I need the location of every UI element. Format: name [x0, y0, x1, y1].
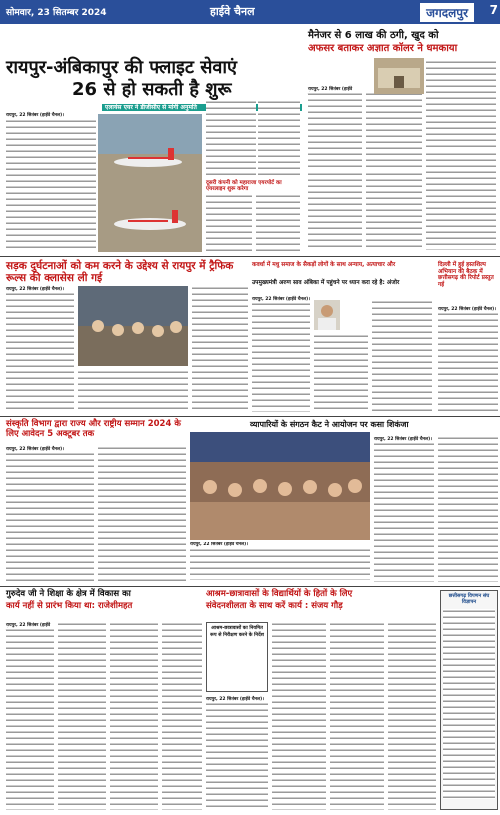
- flight-col-3: [258, 100, 300, 178]
- divider-1: [0, 256, 500, 257]
- cow-headline-1b: कवर्धा में मधु समाज के सैकड़ों लोगों के साथ अन्याय, अत्याचार और: [252, 262, 396, 268]
- manager-col-6: [426, 152, 496, 250]
- culture-col-1: [6, 452, 94, 582]
- ad-title: छत्तीसगढ़ विपणन संघ विज्ञापन: [448, 593, 490, 605]
- cow-byline: रायपुर, 22 सितंबर (हाईवे चैनल)।: [252, 297, 310, 302]
- guru-col-1: [6, 628, 54, 810]
- manager-col-2: [366, 92, 422, 168]
- traffic-col-2: [192, 286, 248, 412]
- traffic-class-photo: [78, 286, 188, 366]
- guru-col-4: [162, 622, 202, 810]
- government-ad: [440, 590, 498, 810]
- divider-2: [0, 416, 500, 417]
- culture-col-2: [98, 446, 186, 582]
- delhi-byline: रायपुर, 22 सितंबर (हाईवे चैनल)।: [438, 307, 496, 312]
- ashram-headline-2: संवेदनशीलता के साथ करें कार्य : संजय गौड़: [206, 601, 343, 611]
- cow-col-2: [314, 334, 368, 412]
- manager-byline: रायपुर, 22 सितंबर (हाईवे: [308, 87, 353, 92]
- manager-col-4: [308, 172, 362, 250]
- traders-headline: व्यापारियों के संगठन कैट ने आयोजन पर कसा शिकंजा: [250, 420, 409, 429]
- cow-col-1: [252, 302, 310, 412]
- guru-col-3: [110, 622, 158, 810]
- traders-col-2: [438, 436, 498, 582]
- traffic-col-3: [78, 370, 188, 412]
- flight-col-5: [256, 194, 300, 252]
- flight-col-1: [6, 119, 96, 252]
- traffic-byline: रायपुर, 22 सितंबर (हाईवे चैनल)।: [6, 287, 64, 292]
- divider-3: [0, 586, 500, 587]
- delhi-headline: दिल्ली में हुई हस्तशिल्प अभियान की बैठक में छत्तीसगढ़ की रिपोर्ट प्रस्तुत गई: [438, 262, 494, 288]
- airplane-photo: [98, 114, 202, 252]
- culture-photo-caption: रायपुर, 22 सितंबर (हाईवे चैनल)।: [190, 542, 370, 582]
- edition-city: जगदलपुर: [420, 3, 474, 22]
- traffic-headline: सड़क दुर्घटनाओं को कम करने के उद्देश्य से रायपुर में ट्रैफिक रूल्स की क्लासेस ली गई: [6, 260, 234, 285]
- ashram-box-title: आश्रम-छात्रावासों का नियमित रूप से निरीक्षण करने के निर्देश: [210, 626, 264, 638]
- issue-date: सोमवार, 23 सितम्बर 2024: [6, 8, 107, 18]
- manager-headline-2: अफसर बताकर अज्ञात कॉलर ने धमकाया: [308, 43, 458, 54]
- guru-byline: रायपुर, 22 सितंबर (हाईवे: [6, 623, 51, 628]
- manager-headline-1: मैनेजर से 6 लाख की ठगी, खुद को: [308, 30, 439, 41]
- ashram-highlight-box: [206, 622, 268, 692]
- masthead: [0, 0, 500, 24]
- flight-subhead: एलायंस एयर ने डीजीसीए से मांगी अनुमति: [102, 104, 302, 111]
- manager-col-3: [426, 60, 496, 150]
- traders-byline: रायपुर, 22 सितंबर (हाईवे चैनल)।: [374, 437, 432, 442]
- leader-portrait: [314, 300, 340, 330]
- paper-name: हाईवे चैनल: [210, 5, 255, 18]
- ashram-col-1: [206, 702, 268, 810]
- ashram-byline: रायपुर, 22 सितंबर (हाईवे चैनल)।: [206, 697, 264, 702]
- flight-col-4: [206, 194, 252, 252]
- flight-box-heading: दूसरी कंपनी को महाराजा एयरपोर्ट का एयरलाइन शुरू करेगा: [206, 180, 282, 193]
- guru-headline-1: गुरुदेव जी ने शिक्षा के क्षेत्र में विकास का: [6, 589, 131, 599]
- ashram-col-2: [272, 622, 326, 810]
- flight-headline-1: रायपुर-अंबिकापुर की फ्लाइट सेवाएं: [6, 57, 238, 78]
- ashram-headline-1: आश्रम-छात्रावासों के विद्यार्थियों के हितों के लिए: [206, 589, 353, 599]
- guru-col-2: [58, 622, 106, 810]
- ashram-col-3: [330, 622, 384, 810]
- police-station-photo: [374, 58, 424, 94]
- cow-headline-2: उपमुख्यमंत्री अरुण साव अंबिका में पहुंचने पर ध्यान करा रहे है: अंजोर: [252, 280, 400, 286]
- cow-col-3: [372, 300, 432, 412]
- ashram-col-4: [388, 622, 436, 810]
- event-group-photo: [190, 432, 370, 540]
- guru-headline-2: कार्य नहीं से प्रारंभ किया था: राजेशीमहत: [6, 601, 133, 611]
- traffic-col-1: [6, 292, 74, 412]
- delhi-col: [438, 312, 498, 412]
- culture-byline: रायपुर, 22 सितंबर (हाईवे चैनल)।: [6, 447, 64, 452]
- manager-col-5: [366, 172, 422, 250]
- flight-byline: रायपुर, 22 सितंबर (हाईवे चैनल)।: [6, 113, 64, 118]
- flight-col-2: [206, 100, 256, 178]
- manager-col-1: [308, 92, 362, 168]
- page-number: 7: [489, 3, 498, 17]
- traders-col-1: [374, 442, 434, 582]
- flight-headline-2: 26 से हो सकती है शुरू: [72, 79, 232, 100]
- culture-headline: संस्कृति विभाग द्वारा राज्य और राष्ट्रीय सम्मान 2024 के लिए आवेदन 5 अक्टूबर तक: [6, 419, 181, 439]
